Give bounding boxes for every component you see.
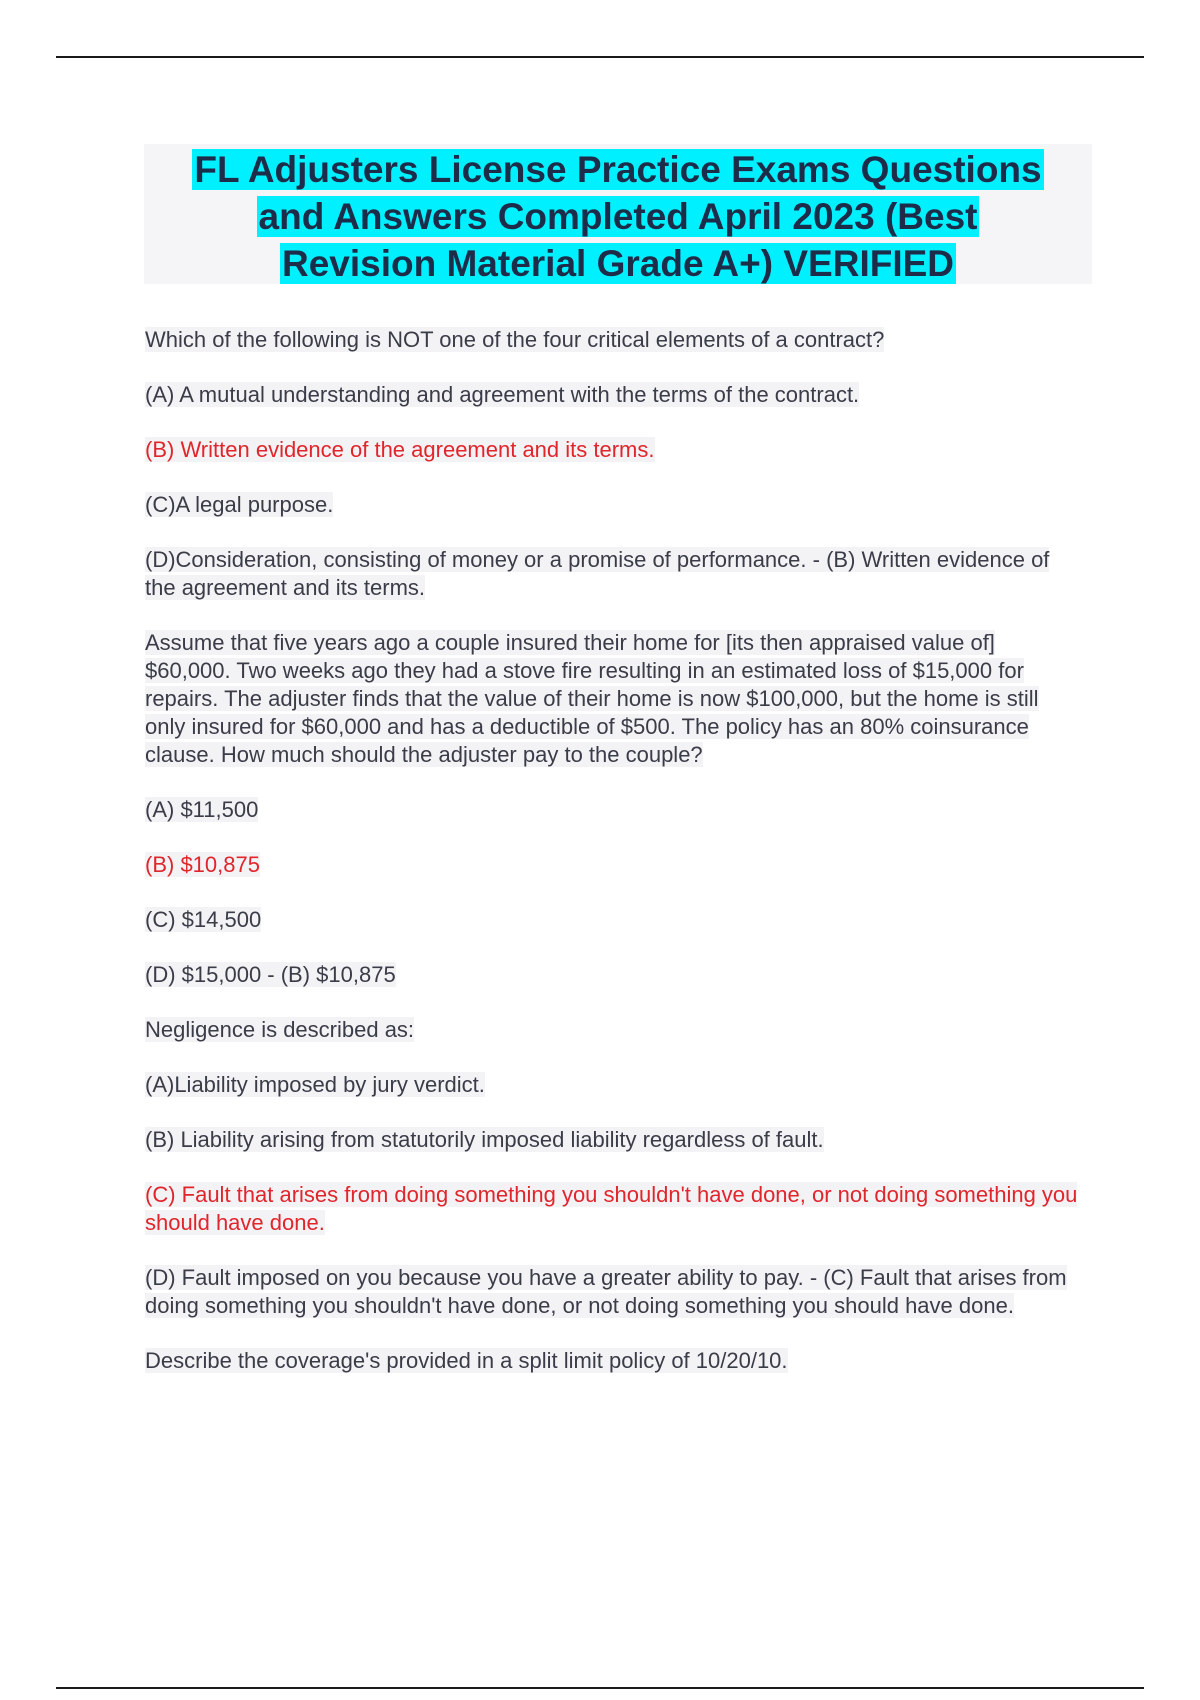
title-line: FL Adjusters License Practice Exams Questions bbox=[194, 149, 1042, 190]
correct-answer-option: (C) Fault that arises from doing something you shouldn't have done, or not doing something you should have done. bbox=[145, 1182, 1078, 1235]
answer-option: (A) $11,500 bbox=[145, 797, 259, 822]
title-block bbox=[144, 144, 1092, 284]
correct-answer-option: (B) Written evidence of the agreement and its terms. bbox=[145, 437, 655, 462]
question-text: Which of the following is NOT one of the four critical elements of a contract? bbox=[145, 327, 885, 352]
correct-answer-option: (B) $10,875 bbox=[145, 852, 260, 877]
answer-option-with-key: (D) Fault imposed on you because you have a greater ability to pay. - (C) Fault that arises from doing something you shouldn't have done, or not doing something you should have done. bbox=[145, 1265, 1067, 1318]
question-text: Assume that five years ago a couple insured their home for [its then appraised value of] $60,000. Two weeks ago they had a stove fire resulting in an estimated loss of $15,000 for repairs. The adjuster finds that the value of their home is now $100,000, but the home is still only insured for $60,000 and has a deductible of $500. The policy has an 80% coinsurance clause. How much should the adjuster pay to the couple? bbox=[145, 630, 1039, 767]
question-text: Describe the coverage's provided in a split limit policy of 10/20/10. bbox=[145, 1348, 788, 1373]
answer-option-with-key: (D)Consideration, consisting of money or a promise of performance. - (B) Written evidence of the agreement and its terms. bbox=[145, 547, 1050, 600]
bottom-rule bbox=[56, 1687, 1144, 1689]
answer-option-with-key: (D) $15,000 - (B) $10,875 bbox=[145, 962, 396, 987]
title-line: and Answers Completed April 2023 (Best bbox=[258, 196, 978, 237]
answer-option: (C)A legal purpose. bbox=[145, 492, 334, 517]
answer-option: (C) $14,500 bbox=[145, 907, 262, 932]
answer-option: (A)Liability imposed by jury verdict. bbox=[145, 1072, 485, 1097]
top-rule bbox=[56, 56, 1144, 58]
answer-option: (B) Liability arising from statutorily imposed liability regardless of fault. bbox=[145, 1127, 824, 1152]
document-body bbox=[145, 326, 1085, 1402]
title-line: Revision Material Grade A+) VERIFIED bbox=[281, 243, 955, 284]
question-text: Negligence is described as: bbox=[145, 1017, 415, 1042]
document-title bbox=[144, 144, 1092, 287]
answer-option: (A) A mutual understanding and agreement with the terms of the contract. bbox=[145, 382, 860, 407]
